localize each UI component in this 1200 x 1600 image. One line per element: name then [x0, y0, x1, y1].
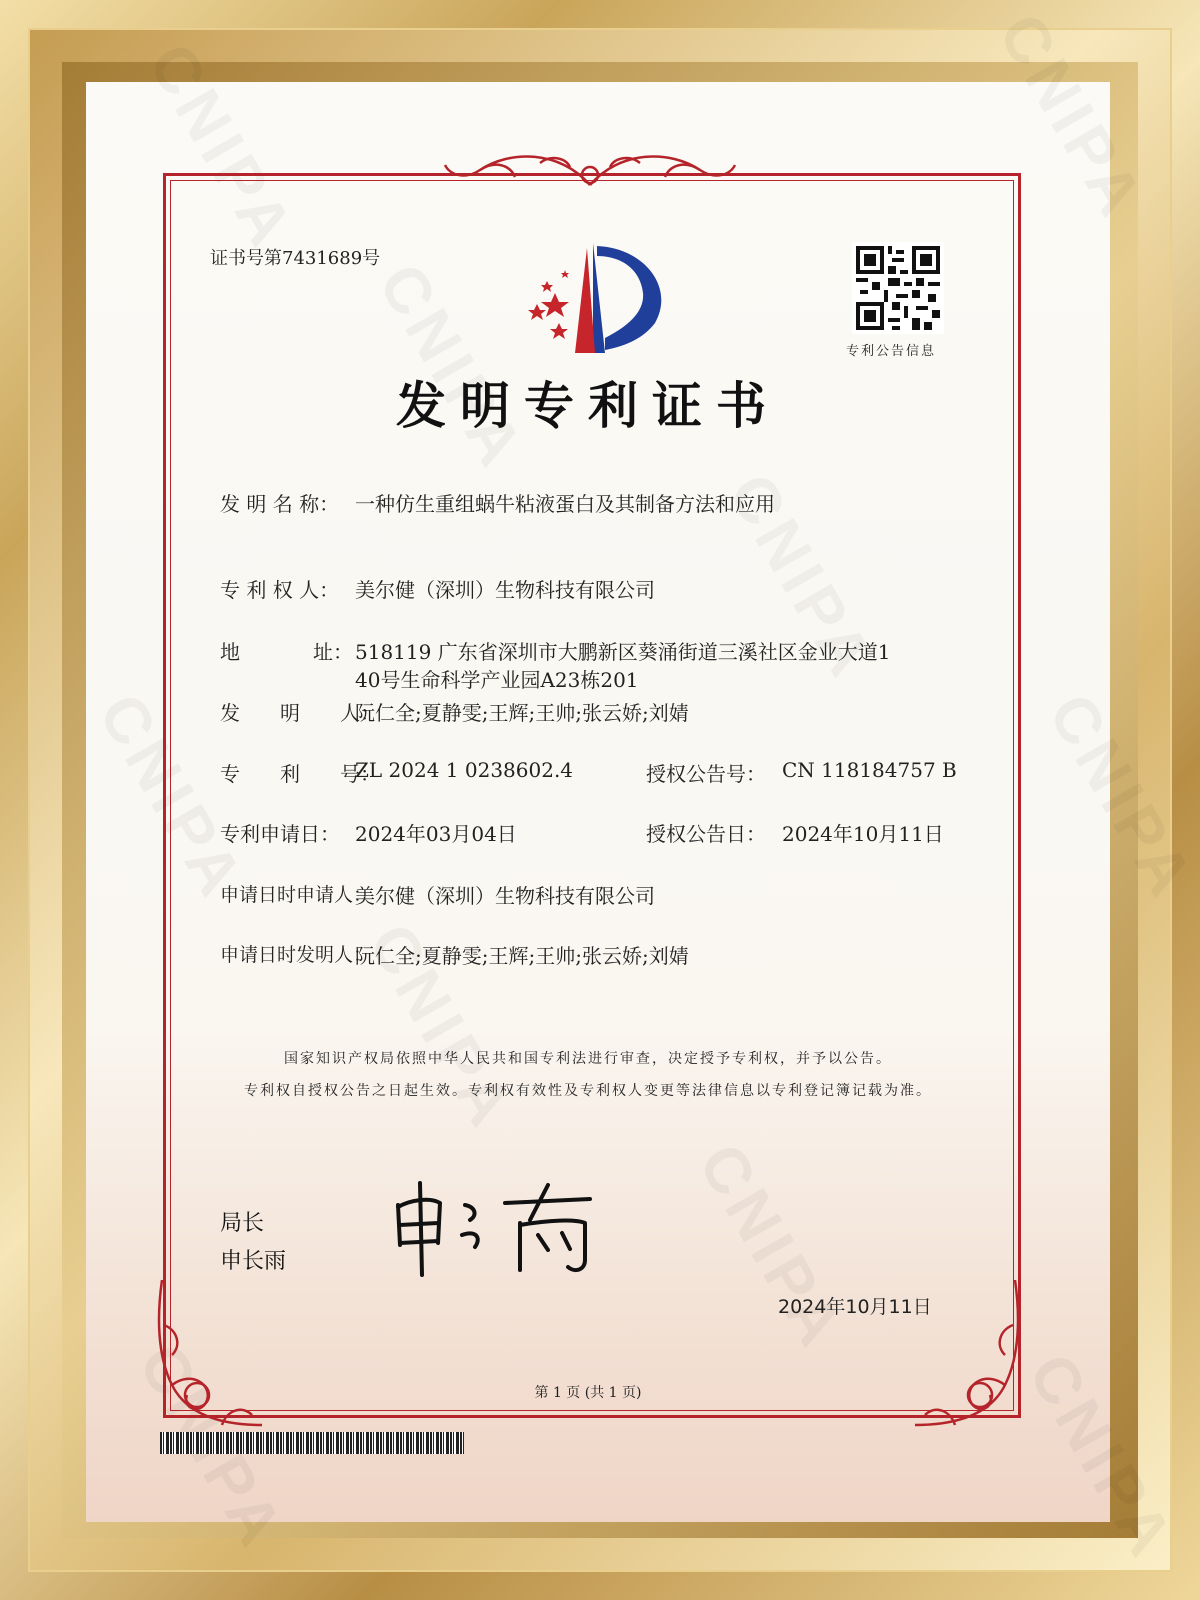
inventor-label: 发 明 人：	[220, 701, 380, 725]
address-line-1: 518119 广东省深圳市大鹏新区葵涌街道三溪社区金业大道1	[355, 640, 891, 664]
signature-date: 2024年10月11日	[778, 1296, 932, 1318]
signature-role: 局长	[220, 1211, 265, 1236]
signature-name: 申长雨	[220, 1249, 287, 1274]
notice-line-2: 专利权自授权公告之日起生效。专利权有效性及专利权人变更等法律信息以专利登记簿记载为准。	[244, 1083, 932, 1099]
pub-no: CN 118184757 B	[782, 758, 957, 782]
patent-no-label: 专 利 号：	[220, 762, 380, 786]
applicant-at-filing-label: 申请日时申请人：	[220, 884, 373, 906]
applicant-at-filing: 美尔健（深圳）生物科技有限公司	[355, 884, 655, 908]
certificate-title: 发明专利证书	[396, 377, 780, 435]
address-line-2: 40号生命科学产业园A23栋201	[355, 668, 639, 692]
cnipa-logo-icon	[515, 238, 670, 358]
handwritten-signature-icon	[380, 1175, 610, 1285]
patent-no: ZL 2024 1 0238602.4	[355, 758, 574, 782]
filing-date-label: 专利申请日：	[220, 822, 340, 846]
invention-name-label: 发 明 名 称：	[220, 492, 340, 516]
barcode-icon	[160, 1432, 464, 1454]
page-number: 第 1 页 (共 1 页)	[534, 1385, 642, 1401]
address-label: 地	[220, 640, 240, 664]
patentee-label: 专 利 权 人：	[220, 578, 340, 602]
notice-line-1: 国家知识产权局依照中华人民共和国专利法进行审查，决定授予专利权，并予以公告。	[284, 1051, 892, 1067]
patentee: 美尔健（深圳）生物科技有限公司	[355, 578, 655, 602]
pub-date-label: 授权公告日：	[646, 822, 766, 846]
qr-label: 专利公告信息	[846, 344, 937, 359]
pub-date: 2024年10月11日	[782, 822, 944, 846]
inventors: 阮仁全;夏静雯;王辉;王帅;张云娇;刘婧	[355, 701, 689, 725]
qr-code-icon	[852, 242, 944, 334]
corner-ornament-left-icon	[152, 1275, 272, 1435]
inventor-at-filing-label: 申请日时发明人：	[220, 944, 373, 966]
certificate-number: 证书号第7431689号	[210, 248, 381, 269]
top-ornament-icon	[440, 145, 740, 195]
invention-name: 一种仿生重组蜗牛粘液蛋白及其制备方法和应用	[355, 492, 775, 516]
filing-date: 2024年03月04日	[355, 822, 517, 846]
inventor-at-filing: 阮仁全;夏静雯;王辉;王帅;张云娇;刘婧	[355, 944, 689, 968]
pub-no-label: 授权公告号：	[646, 762, 766, 786]
address-label-colon: 址：	[313, 640, 353, 664]
